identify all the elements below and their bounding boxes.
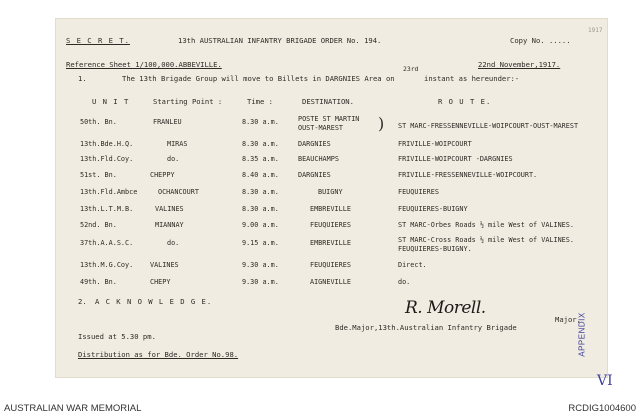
signatory-rank: Major, [555,315,581,324]
issued-time: Issued at 5.30 pm. [78,332,156,341]
signatory-title: Bde.Major,13th.Australian Infantry Brigade [335,323,517,332]
order-title: 13th AUSTRALIAN INFANTRY BRIGADE ORDER No. 194. [178,36,382,45]
credit-right: RCDIG1004600 [568,403,636,414]
row-start: do. [167,239,180,247]
row-unit: 13th.Fld.Ambce [80,188,138,196]
row-route: ST MARC-Cross Roads ½ mile West of VALINES. [398,236,574,244]
row-time: 8.40 a.m. [242,171,279,179]
row-route: ST MARC-FRESSENNEVILLE-WOIPCOURT-OUST-MAREST [398,122,579,130]
row-start: VALINES [150,261,179,269]
reference-sheet: Reference Sheet 1/100,000.ABBEVILLE. [66,60,222,69]
row-destination: BUIGNY [318,188,343,196]
appendix-label: APPENDIX [577,312,587,357]
row-route: FRIVILLE-WOIPCOURT [398,140,472,148]
row-unit: 50th. Bn. [80,118,117,126]
archive-stamp: 1917 [588,27,603,34]
row-route: ST MARC-Orbes Roads ½ mile West of VALINES. [398,221,574,229]
row-destination: EMBREVILLE [310,205,351,213]
row-time: 8.30 a.m. [242,140,279,148]
col-time: Time : [247,97,273,106]
row-destination: EMBREVILLE [310,239,351,247]
row-start: MIANNAY [155,221,184,229]
appendix-annotation [577,298,602,378]
row-unit: 37th.A.A.S.C. [80,239,134,247]
row-route: FEUQUIERES [398,188,439,196]
row-route: do. [398,278,411,286]
row-start: CHEPY [150,278,171,286]
col-unit: U N I T [92,97,130,106]
row-destination: AIGNEVILLE [310,278,351,286]
row-start: FRANLEU [153,118,182,126]
row-start: CHEPPY [150,171,175,179]
row-destination: FEUQUIERES [310,221,351,229]
ack-number: 2. [78,297,87,306]
row-start: MIRAS [167,140,188,148]
row-unit: 13th.Fld.Coy. [80,155,134,163]
paragraph-number: 1. [78,74,87,83]
row-time: 8.35 a.m. [242,155,279,163]
distribution-note: Distribution as for Bde. Order No.98. [78,350,239,359]
appendix-numeral: VI [597,373,613,389]
credit-left: AUSTRALIAN WAR MEMORIAL [4,403,142,414]
col-start: Starting Point : [153,97,223,106]
row-time: 8.30 a.m. [242,118,279,126]
acknowledge-label: A C K N O W L E D G E. [95,297,213,306]
row-route: Direct. [398,261,427,269]
row-route: FEUQUIERES-BUIGNY [398,205,468,213]
date-superscript: 23rd [403,65,419,73]
row-route: FRIVILLE-FRESSENNEVILLE-WOIPCOURT. [398,171,538,179]
row-destination-2: OUST-MAREST [298,124,344,132]
row-destination: BEAUCHAMPS [298,155,339,163]
col-route: R O U T E. [438,97,492,106]
row-unit: 13th.M.G.Coy. [80,261,134,269]
row-unit: 49th. Bn. [80,278,117,286]
document-sheet [55,18,608,378]
brace-mark: ) [378,114,385,133]
row-destination: DARGNIES [298,171,331,179]
row-destination: POSTE ST MARTIN [298,115,360,123]
row-destination: DARGNIES [298,140,331,148]
row-start: do. [167,155,180,163]
row-unit: 52nd. Bn. [80,221,117,229]
copy-number: Copy No. ..... [510,36,571,45]
row-unit: 51st. Bn. [80,171,117,179]
secret-label: S E C R E T. [66,36,130,45]
row-unit: 13th.L.T.M.B. [80,205,134,213]
row-route: FRIVILLE-WOIPCOURT -DARGNIES [398,155,513,163]
row-route-2: FEUQUIERES-BUIGNY. [398,245,472,253]
paragraph-text: The 13th Brigade Group will move to Billets in DARGNIES Area on [122,74,395,83]
row-destination: FEUQUIERES [310,261,351,269]
paragraph-tail: instant as hereunder:- [424,74,520,83]
row-start: VALINES [155,205,184,213]
credit-bar [0,400,640,418]
row-unit: 13th.Bde.H.Q. [80,140,134,148]
row-start: OCHANCOURT [158,188,199,196]
row-time: 9.15 a.m. [242,239,279,247]
signature: R. Morell. [405,298,486,318]
row-time: 9.30 a.m. [242,278,279,286]
row-time: 9.00 a.m. [242,221,279,229]
order-date: 22nd November,1917. [478,60,561,69]
col-destination: DESTINATION. [302,97,354,106]
row-time: 8.30 a.m. [242,188,279,196]
row-time: 9.30 a.m. [242,261,279,269]
row-time: 8.30 a.m. [242,205,279,213]
